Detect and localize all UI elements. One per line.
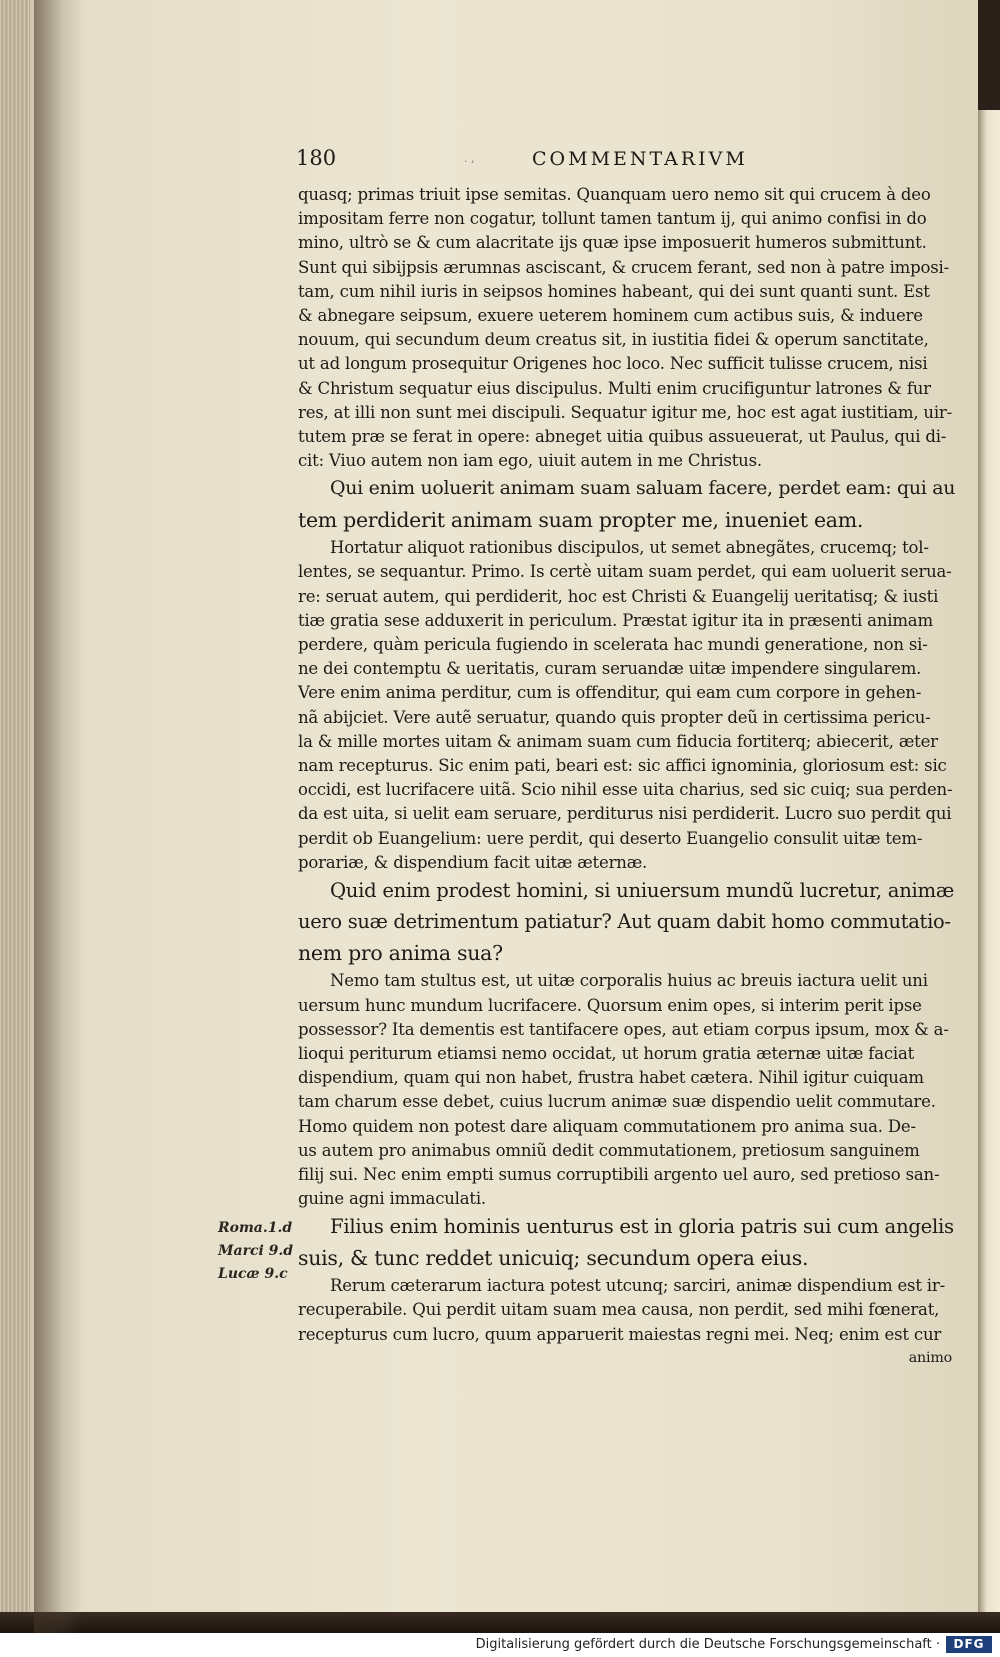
catchword: animo [908,1349,952,1366]
running-head [296,146,756,176]
text-line: uersum hunc mundum lucrifacere. Quorsum enim opes, si interim perit ipse [298,995,922,1015]
text-line: tiæ gratia sese adduxerit in periculum. Præstat igitur ita in præsenti animam [298,610,933,630]
marginal-notes [218,1217,293,1286]
digitization-footer [0,1633,1000,1657]
footer-credit: Digitalisierung gefördert durch die Deutsche Forschungsgemeinschaft · [475,1637,940,1652]
marginal-note: Lucæ 9.c [218,1266,288,1282]
text-line: us autem pro animabus omniũ dedit commutationem, pretiosum sanguinem [298,1140,920,1160]
text-line: re: seruat autem, qui perdiderit, hoc est Christi & Euangelij ueritatisq; & iusti [298,586,939,606]
head-mark: . , [464,152,475,165]
text-line: quasq; primas triuit ipse semitas. Quanquam uero nemo sit qui crucem à deo [298,185,931,204]
text-line: Vere enim anima perditur, cum is offenditur, qui eam cum corpore in gehen- [298,683,922,703]
text-line: Homo quidem non potest dare aliquam commutationem pro anima sua. De- [298,1116,916,1136]
text-line: tutem præ se ferat in opere: abneget uitia quibus assueuerat, ut Paulus, qui di- [298,426,947,446]
text-line: nã abijciet. Vere autẽ seruatur, quando quis propter deũ in certissima pericu- [298,707,931,727]
text-line: tam charum esse debet, cuius lucrum animæ suæ dispendio uelit commutare. [298,1092,936,1112]
text-line: res, at illi non sunt mei discipuli. Sequatur igitur me, hoc est agat iustitiam, uir- [298,402,953,422]
text-block [298,183,988,1369]
text-line: lioqui periturum etiamsi nemo occidat, ut horum gratia æternæ uitæ faciat [298,1043,915,1063]
text-line: guine agni immaculati. [298,1189,486,1209]
text-line: Nemo tam stultus est, ut uitæ corporalis huius ac breuis iactura uelit uni [330,971,928,991]
text-line: da est uita, si uelit eam seruare, perditurus nisi perdiderit. Lucro suo perdit qui [298,804,952,824]
lemma-line: Qui enim uoluerit animam suam saluam facere, perdet eam: qui au [330,477,956,500]
text-line: mino, ultrò se & cum alacritate ijs quæ ipse imposuerit humeros submittunt. [298,233,927,253]
text-line: filij sui. Nec enim empti sumus corruptibili argento uel auro, sed pretioso san- [298,1164,940,1184]
text-line: tam, cum nihil iuris in seipsos homines habeant, qui dei sunt quanti sunt. Est [298,281,930,301]
spine-shadow [34,0,82,1633]
text-line: ut ad longum prosequitur Origenes hoc loco. Nec sufficit tulisse crucem, nisi [298,354,928,374]
lemma-line: Quid enim prodest homini, si uniuersum mundũ lucretur, animæ [330,878,955,902]
text-line: porariæ, & dispendium facit uitæ æternæ. [298,852,648,872]
text-line: perdere, quàm pericula fugiendo in scelerata hac mundi generatione, non si- [298,635,928,654]
text-line: recepturus cum lucro, quum apparuerit maiestas regni mei. Neq; enim est cur [298,1324,942,1344]
text-line: la & mille mortes uitam & animam suam cum fiducia fortiterq; abiecerit, æter [298,731,938,751]
text-line: recuperabile. Qui perdit uitam suam mea causa, non perdit, sed mihi fœnerat, [298,1300,940,1320]
lemma-line: tem perdiderit animam suam propter me, inueniet eam. [298,507,864,532]
text-line: dispendium, quam qui non habet, frustra habet cætera. Nihil igitur cuiquam [298,1068,924,1088]
text-line: occidi, est lucrifacere uitã. Scio nihil esse uita charius, sed sic cuiq; sua perden- [298,780,953,800]
text-line: lentes, se sequantur. Primo. Is certè uitam suam perdet, qui eam uoluerit serua- [298,562,952,582]
marginal-note: Roma.1.d [218,1220,293,1236]
text-line: & abnegare seipsum, exuere ueterem hominem cum actibus suis, & induere [298,305,923,325]
text-line: ne dei contemptu & ueritatis, curam seruandæ uitæ impendere singularem. [298,659,922,679]
lemma-line: suis, & tunc reddet unicuiq; secundum opera eius. [298,1245,809,1270]
text-line: Sunt qui sibijpsis ærumnas asciscant, & crucem ferant, sed non à patre imposi- [298,257,950,277]
text-line: cit: Viuo autem non iam ego, uiuit autem in me Christus. [298,451,762,471]
page-number: 180 [296,146,337,170]
lemma-line: nem pro anima sua? [298,940,503,965]
text-line: nouum, qui secundum deum creatus sit, in iustitia fidei & operum sanctitate, [298,330,929,350]
text-line: perdit ob Euangelium: uere perdit, qui deserto Euangelio consulit uitæ tem- [298,828,923,848]
text-line: & Christum sequatur eius discipulus. Multi enim crucifiguntur latrones & fur [298,378,931,398]
lemma-line: uero suæ detrimentum patiatur? Aut quam dabit homo commutatio- [298,910,951,934]
lemma-line: Filius enim hominis uenturus est in gloria patris sui cum angelis [330,1215,954,1239]
text-line: impositam ferre non cogatur, tollunt tamen tantum ij, qui animo confisi in do [298,209,927,229]
dfg-logo: DFG [946,1636,992,1653]
text-line: nam recepturus. Sic enim pati, beari est: sic affici ignominia, gloriosum est: sic [298,755,947,775]
text-line: possessor? Ita dementis est tantifacere opes, aut etiam corpus ipsum, mox & a- [298,1019,949,1039]
text-line: Rerum cæterarum iactura potest utcunq; sarciri, animæ dispendium est ir- [330,1276,945,1296]
text-line: Hortatur aliquot rationibus discipulos, ut semet abnegãtes, crucemq; tol- [330,538,929,558]
book-cover-edge [0,1612,1000,1633]
marginal-note: Marci 9.d [218,1243,294,1259]
running-title: COMMENTARIVM [532,148,748,170]
